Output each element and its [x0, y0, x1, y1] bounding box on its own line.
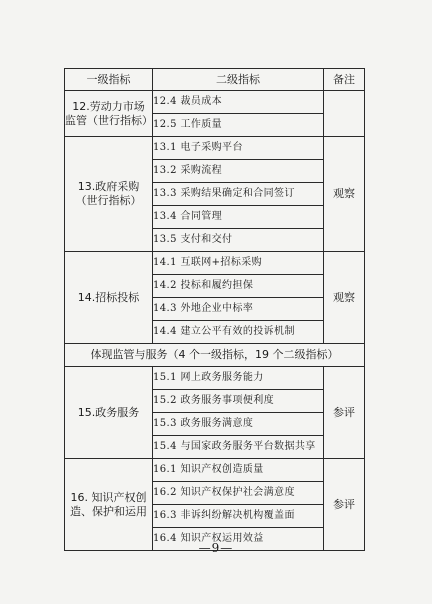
section-heading: 体现监管与服务（4 个一级指标，19 个二级指标）: [65, 344, 365, 367]
header-remark: 备注: [324, 69, 365, 91]
level2-indicator: 13.3 采购结果确定和合同签订: [153, 183, 324, 206]
level1-indicator: [65, 137, 153, 252]
level2-indicator: 16.3 非诉纠纷解决机构覆盖面: [153, 505, 324, 528]
level2-indicator: 12.4 裁员成本: [153, 91, 324, 114]
level2-indicator: 16.4 知识产权运用效益: [153, 528, 324, 551]
remark-cell: 观察: [324, 252, 365, 344]
level2-indicator: 15.1 网上政务服务能力: [153, 367, 324, 390]
level1-line: 16. 知识产权创: [70, 490, 147, 504]
level2-indicator: 15.4 与国家政务服务平台数据共享: [153, 436, 324, 459]
level2-indicator: 12.5 工作质量: [153, 114, 324, 137]
level1-line: 13.政府采购: [77, 180, 140, 193]
table-row: [65, 91, 365, 114]
level2-indicator: 13.1 电子采购平台: [153, 137, 324, 160]
level2-indicator: 13.2 采购流程: [153, 160, 324, 183]
remark-cell: 观察: [324, 137, 365, 252]
remark-cell: 参评: [324, 459, 365, 551]
level2-indicator: 14.2 投标和履约担保: [153, 275, 324, 298]
indicator-table: [64, 68, 365, 551]
level1-line: 14.招标投标: [77, 290, 140, 304]
level2-indicator: 16.1 知识产权创造质量: [153, 459, 324, 482]
level1-line: （世行指标）: [75, 194, 142, 207]
remark-cell: [324, 91, 365, 137]
level2-indicator: 14.4 建立公平有效的投诉机制: [153, 321, 324, 344]
level2-indicator: 13.5 支付和交付: [153, 229, 324, 252]
level1-indicator: [65, 367, 153, 459]
table-row: [65, 252, 365, 275]
level2-indicator: 15.2 政务服务事项便利度: [153, 390, 324, 413]
level1-line: 造、保护和运用: [70, 504, 147, 518]
level2-indicator: 16.2 知识产权保护社会满意度: [153, 482, 324, 505]
header-level1: 一级指标: [65, 69, 153, 91]
level1-line: 监管（世行指标）: [65, 113, 153, 127]
level2-indicator: 14.3 外地企业中标率: [153, 298, 324, 321]
header-level2: 二级指标: [153, 69, 324, 91]
header-row: [65, 69, 365, 91]
level1-indicator: [65, 459, 153, 551]
table-row: [65, 459, 365, 482]
section-row: [65, 344, 365, 367]
level2-indicator: 13.4 合同管理: [153, 206, 324, 229]
table-row: [65, 367, 365, 390]
level2-indicator: 14.1 互联网+招标采购: [153, 252, 324, 275]
level1-indicator: [65, 91, 153, 137]
level1-indicator: [65, 252, 153, 344]
level2-indicator: 15.3 政务服务满意度: [153, 413, 324, 436]
page-number: —9—: [198, 541, 234, 555]
level1-line: 12.劳动力市场: [72, 99, 145, 113]
table-row: [65, 137, 365, 160]
remark-cell: 参评: [324, 367, 365, 459]
level1-line: 15.政务服务: [77, 405, 140, 419]
